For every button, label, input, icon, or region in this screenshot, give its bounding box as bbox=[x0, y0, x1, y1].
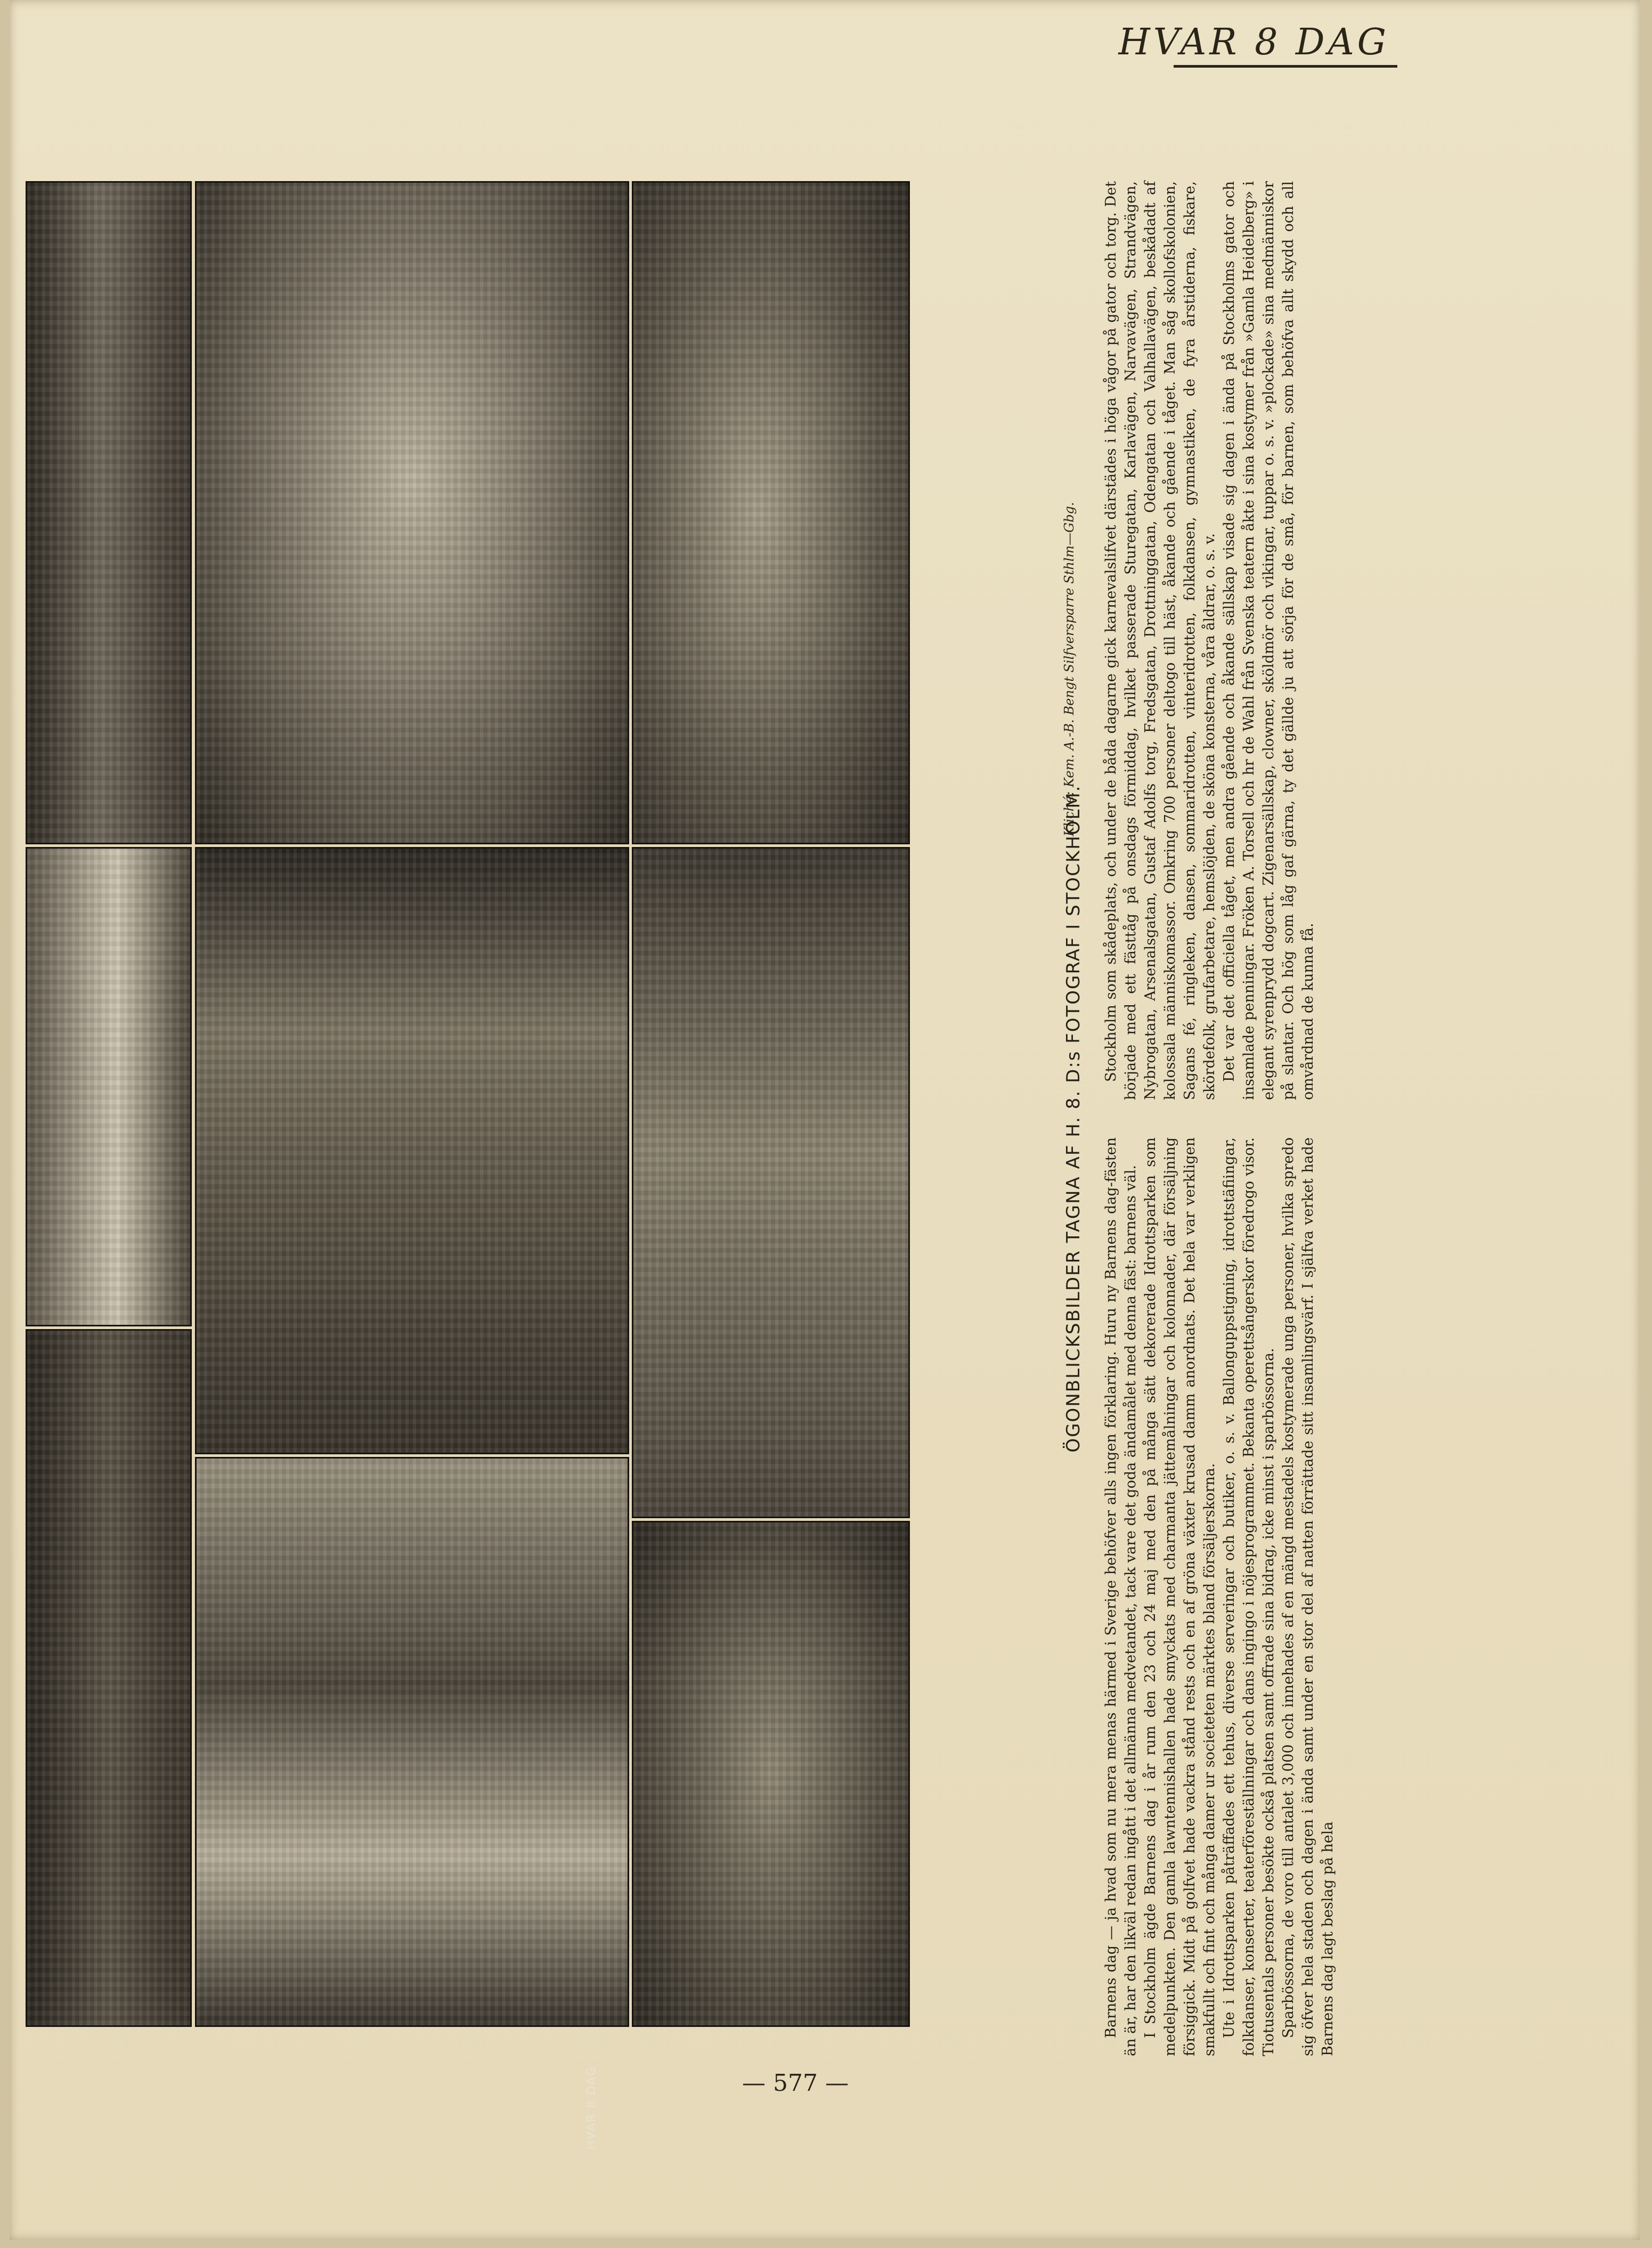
masthead: HVAR 8 DAG bbox=[1118, 21, 1389, 63]
article-column-1 bbox=[1101, 1137, 1338, 2056]
photo-children-seated bbox=[195, 181, 629, 844]
article bbox=[1062, 181, 1429, 2056]
photo-building-hats bbox=[195, 1457, 629, 2027]
photo-watermark-text: HVAR 8 DAG bbox=[585, 2066, 598, 2149]
page-number: — 577 — bbox=[742, 2070, 849, 2097]
photo-parasol-figure bbox=[26, 847, 192, 1326]
paragraph: Stockholm som skådeplats, och under de båda dagarne gick karnevalslifvet därstädes i höga vågor på gator och torg. Det började med ett fästtåg på onsdags förmiddag, hvilket passerade Sturegatan, Karlavägen, Narvavägen, Strandvägen, Nybrogatan, Arsenalsgatan, Gustaf Adolfs torg, Fredsgatan, Drottninggatan, Odengatan och Valhallavägen, beskådadt af kolossala människomassor. Omkring 700 personer deltogo till häst, åkande och gående i tåget. Man såg skollofskolonien, Sagans fé, ringleken, dansen, sommaridrotten, vinteridrotten, folkdansen, gymnastiken, de fyra årstiderna, fiskare, skördefolk, grufarbetare, hemslöjden, de sköna konsterna, våra åldrar, o. s. v. bbox=[1103, 181, 1218, 1100]
paragraph: Ute i Idrottsparken påträffades ett tehus, diverse serveringar och butiker, o. s. v. Ballonguppstigning, idrottstäfiingar, folkdanser, konserter, teaterföreställningar och dans ingingo i nöjesprogrammet. Bekanta operettsångerskor föredrogo visor. Tiotusentals personer besökte också platsen samt offrade sina bidrag, icke minst i sparbössorna. bbox=[1221, 1137, 1277, 2056]
paragraph: Barnens dag — ja hvad som nu mera menas härmed i Sverige behöfver alls ingen förklaring. Huru ny Barnens dag-fästen än är, har den likväl redan ingått i det allmänna medvetandet, tack vare det goda ändamålet med denna fäst: barnens väl. bbox=[1103, 1137, 1139, 2056]
newspaper-page bbox=[10, 0, 1640, 2240]
article-columns bbox=[1101, 181, 1338, 2056]
photo-parade-drums bbox=[632, 847, 910, 1518]
photo-crowd-parasols bbox=[632, 1521, 910, 2027]
paragraph: I Stockholm ägde Barnens dag i år rum den 23 och 24 maj med den på många sätt dekorerade Idrottsparken som medelpunkten. Den gamla lawntennishallen hade smyckats med charmanta jättemålningar och kolonnader, där försäljning försiggick. Midt på golfvet hade vackra stånd rests och en af gröna växter krusad damm anordnats. Det hela var verkligen smakfullt och fint och många damer ur societeten märktes bland försäljerskorna. bbox=[1142, 1137, 1218, 2056]
photo-collage bbox=[26, 181, 910, 2027]
article-column-2 bbox=[1101, 181, 1338, 1100]
photo-costumed-children bbox=[632, 181, 910, 844]
photo-street-crowd bbox=[26, 1329, 192, 2027]
paragraph: Det var det officiella tåget, men andra gående och åkande sällskap visade sig dagen i ända på Stockholms gator och insamlade penningar. Fröken A. Torsell och hr de Wahl från Svenska teatern åkte i sina kostymer från »Gamla Heidelberg» i elegant syrenprydd dogcart. Zigenarsällskap, clowner, sköldmör och vikingar, tuppar o. s. v. »plockade» sina medmänniskor på slantar. Och hög som låg gaf gärna, ty det gällde ju att sörja för de små, för barnen, som behöfva allt skydd och all omvårdnad de kunna få. bbox=[1221, 181, 1316, 1100]
photo-watermark bbox=[585, 2022, 606, 2149]
paragraph: Sparbössorna, de voro till antalet 3,000 och innehades af en mängd mestadels kostymerade unga personer, hvilka spredo sig öfver hela staden och dagen i ända samt under en stor del af natten förrättade sitt insamlingsvärf. I själfva verket hade Barnens dag lagt beslag på hela bbox=[1280, 1137, 1336, 2056]
photo-carriage-wheels bbox=[26, 181, 192, 844]
engraver-credit-text: Kliché: Kem. A.-B. Bengt Silfversparre Sthlm—Gbg. bbox=[1062, 502, 1077, 836]
photo-checkered-pavilion bbox=[195, 847, 629, 1454]
article-headline: ÖGONBLICKSBILDER TAGNA AF H. 8. D:s FOTOGRAF I STOCKHOLM. bbox=[1063, 785, 1084, 1453]
masthead-rule bbox=[1174, 65, 1397, 68]
